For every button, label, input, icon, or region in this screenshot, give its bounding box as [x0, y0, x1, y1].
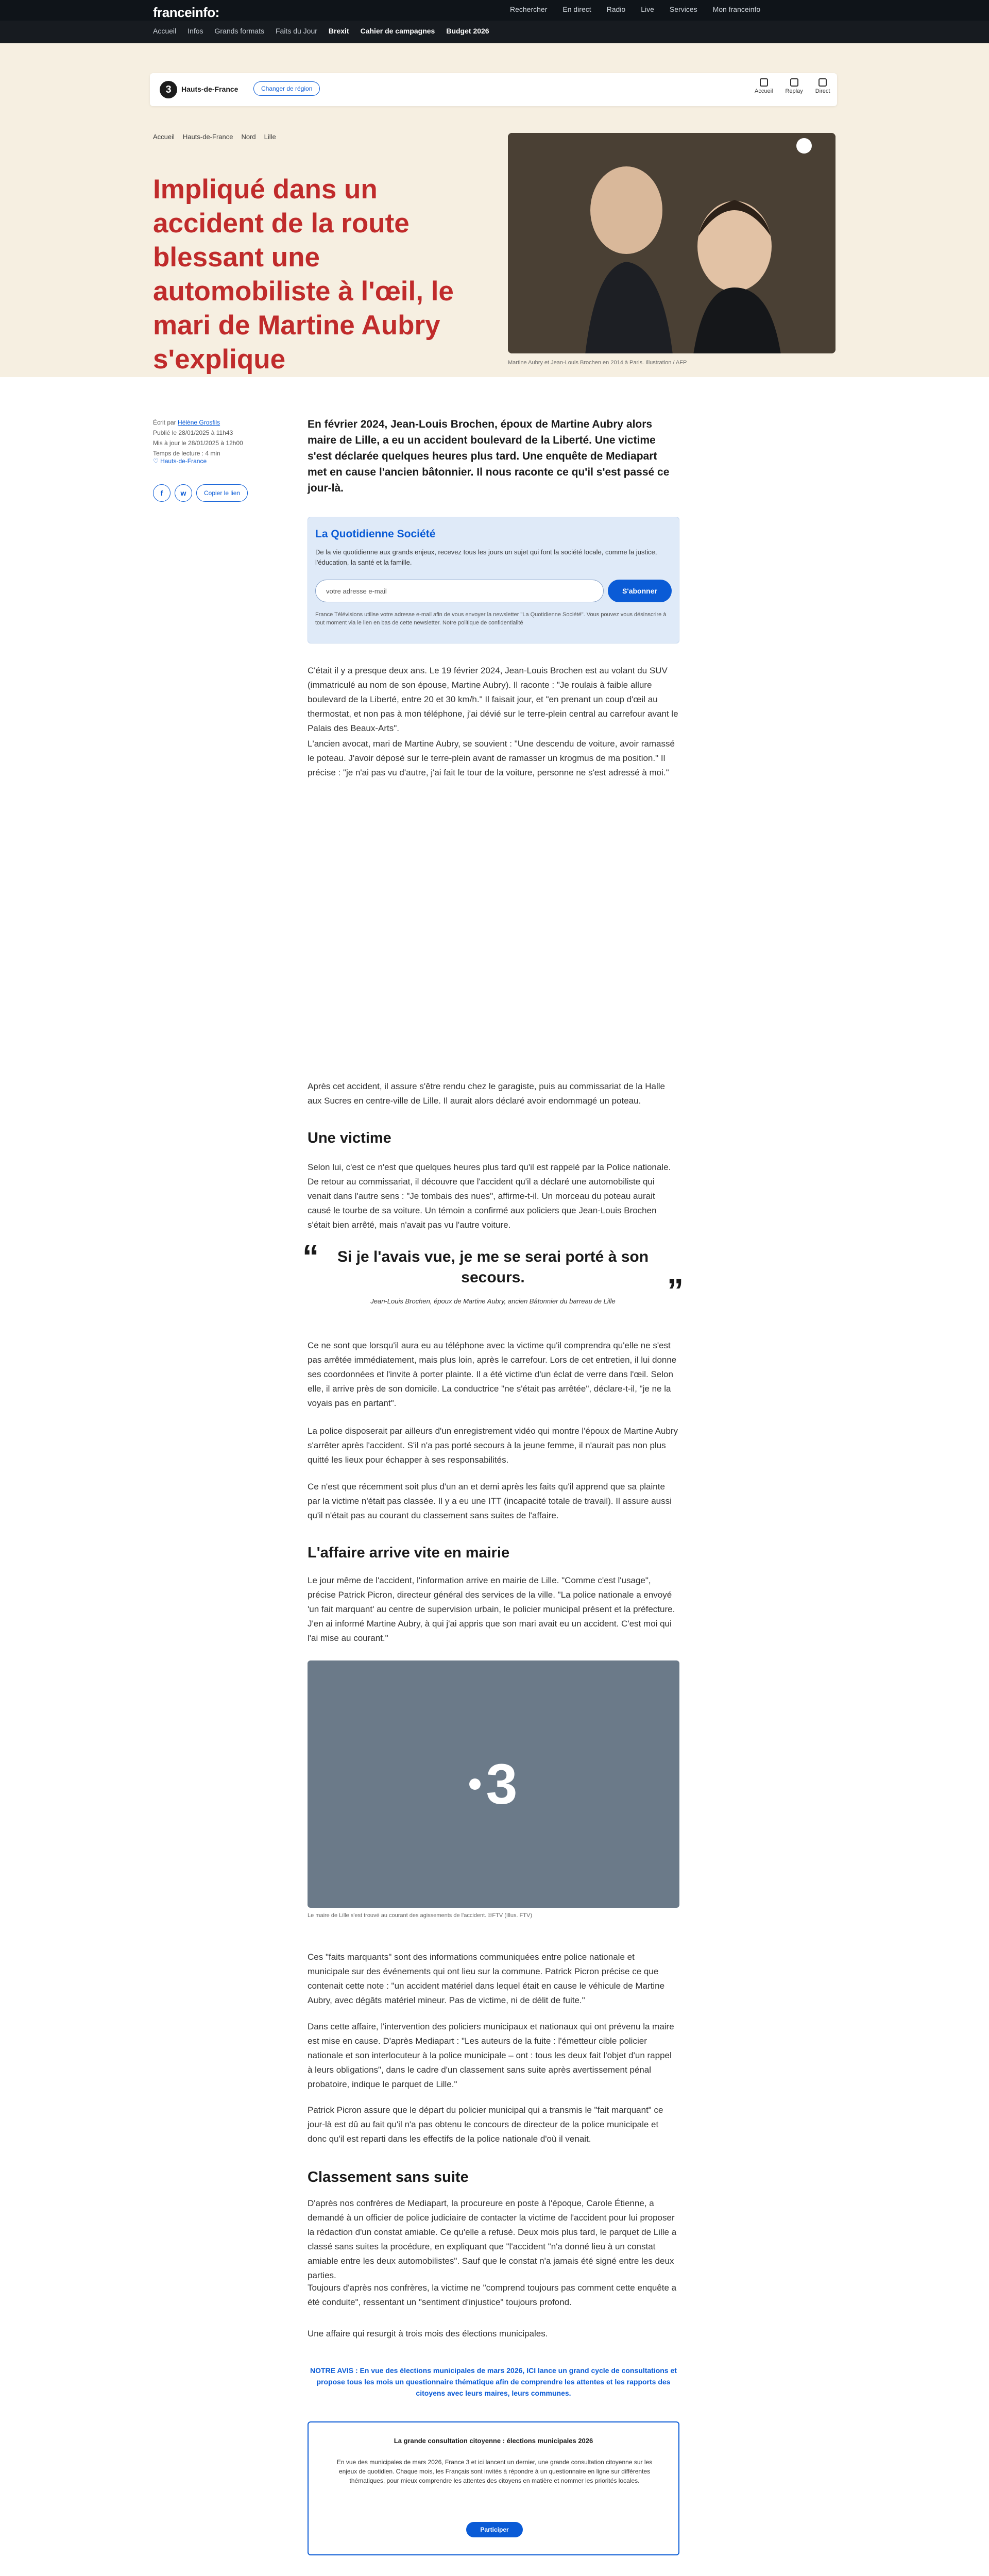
newsletter-legal: France Télévisions utilise votre adresse e-mail afin de vous envoyer la newsletter "La Quotidienne Société". Vous pouvez vous désinscrire à tout moment via le lien en bas de cette newsletter. Notre politique de confidentialité — [315, 612, 667, 626]
live-link[interactable]: En direct — [562, 5, 591, 13]
hero-photo — [508, 133, 835, 353]
paragraph: L'ancien avocat, mari de Martine Aubry, se souvient : "Une descendu de voiture, avoir ramassé le poteau. J'avoir déposé sur le terre-plein avant de ramasser un krogmus de ma position." Il précise : "je n'ai pas vu d'autre, j'ai fait le tour de la voiture, personne ne s'est adressé à moi." — [308, 739, 675, 777]
site-logo[interactable]: franceinfo: — [153, 5, 219, 20]
editor-note: NOTRE AVIS : En vue des élections municipales de mars 2026, ICI lance un grand cycle de consultations et propose tous les mois un questionnaire thématique afin de comprendre les attentes et les rapports des citoyens avec leurs maires, leurs communes. — [310, 2366, 677, 2397]
hero-caption: Martine Aubry et Jean-Louis Brochen en 2014 à Paris. Illustration / AFP — [508, 360, 687, 366]
region-replay[interactable]: Replay — [785, 78, 803, 94]
paragraph: Ce ne sont que lorsqu'il aura eu au téléphone avec la victime qu'il comprendra qu'elle ne s'est pas arrêtée immédiatement, mais plus loin, après le carrefour. Lors de cet entretien, il lui donne ses coordonnées et l'invite à porter plainte. Il a été victime d'un éclat de verre dans l'œil. Selon elle, il arrive près de son domicile. La conductrice "ne s'était pas arrêtée", déclare-t-il, "je ne la voyais pas en partant". — [308, 1341, 677, 1408]
region-icons — [755, 78, 830, 94]
facebook-icon[interactable]: f — [153, 484, 170, 502]
updated-date: Mis à jour le 28/01/2025 à 12h00 — [153, 439, 243, 447]
breadcrumb — [153, 133, 276, 141]
nav-budget[interactable]: Budget 2026 — [446, 27, 489, 35]
region-name: Hauts-de-France — [181, 85, 238, 93]
follow-region-link[interactable]: ♡ Hauts-de-France — [153, 457, 207, 465]
region-home[interactable]: Accueil — [755, 78, 773, 94]
reading-time: Temps de lecture : 4 min — [153, 450, 220, 457]
search-link[interactable]: Rechercher — [510, 5, 548, 13]
replay-icon — [790, 78, 798, 87]
section-heading: Une victime — [308, 1130, 391, 1146]
breadcrumb-department[interactable]: Nord — [241, 133, 256, 141]
region-live[interactable]: Direct — [815, 78, 830, 94]
paragraph: Ce n'est que récemment soit plus d'un an et demi après les faits qu'il apprend que sa plainte par la victime n'était pas classée. Il y a eu une ITT (incapacité totale de travail). Il assure aussi qu'il n'était pas au courant du classement sans suites de l'affaire. — [308, 1482, 672, 1520]
home-icon — [760, 78, 768, 87]
whatsapp-icon[interactable]: w — [175, 484, 192, 502]
newsletter-title: La Quotidienne Société — [315, 528, 436, 540]
paragraph: Ces "faits marquants" sont des informations communiquées entre police nationale et municipale sur des événements qui ont lieu sur la commune. Patrick Picron précise ce que contenait cette note : "un accident matériel dans lequel était en cause le véhicule de Martine Aubry, avec dégâts matériel mineur. Pas de victime, ni de délit de fuite." — [308, 1952, 665, 2005]
article-meta — [153, 417, 243, 459]
participate-button[interactable]: Participer — [466, 2522, 523, 2537]
pull-quote — [302, 1238, 684, 1309]
paragraph: Le jour même de l'accident, l'information arrive en mairie de Lille. "Comme c'est l'usage", précise Patrick Picron, directeur général des services de la ville. "La police nationale a envoyé 'un fait marquant' au centre de supervision urbain, le policier municipal présent et la préfecture. J'en ai informé Martine Aubry, à qui j'ai appris que son mari avait eu un accident. C'est moi qui l'ai mise au courant." — [308, 1575, 675, 1643]
consultation-description: En vue des municipales de mars 2026, France 3 et ici lancent un dernier, une grande consultation citoyenne sur les enjeux de quotidien. Chaque mois, les Français sont invités à répondre à un questionnaire en ligne sur différentes thématiques, pour mieux comprendre les attentes des citoyens en matière et nommer les priorités locales. — [336, 2459, 653, 2484]
sub-nav — [0, 21, 989, 43]
nav-campaigns[interactable]: Cahier de campagnes — [360, 27, 435, 35]
inline-image — [308, 1660, 679, 1908]
services-link[interactable]: Services — [669, 5, 697, 13]
region-logo[interactable]: 3 — [160, 81, 177, 98]
change-region-button[interactable]: Changer de région — [253, 81, 320, 96]
section-heading: Classement sans suite — [308, 2169, 469, 2185]
paragraph: Selon lui, c'est ce n'est que quelques heures plus tard qu'il est rappelé par la Police nationale. De retour au commissariat, il découvre que l'accident qu'il a déclaré une automobiliste qui venait dans l'autre sens : "Je tombais des nues", affirme-t-il. Un morceau du poteau aurait causé le tourbe de sa voiture. Un témoin a confirmé aux policiers que Jean-Louis Brochen s'était bien arrêté, mais n'avait pas vu l'autre voiture. — [308, 1162, 671, 1230]
paragraph: Toujours d'après nos confrères, la victime ne "comprend toujours pas comment cette enquête a été conduite", ressentant un "sentiment d'injustice" toujours profond. — [308, 2283, 677, 2307]
breadcrumb-city[interactable]: Lille — [264, 133, 276, 141]
account-link[interactable]: Mon franceinfo — [712, 5, 761, 13]
quote-text: Si je l'avais vue, je me se serai porté à son secours. — [337, 1248, 649, 1286]
close-quote-icon: ” — [667, 1272, 684, 1309]
published-date: Publié le 28/01/2025 à 11h43 — [153, 429, 233, 436]
top-bar — [0, 0, 989, 21]
newsletter-email-input[interactable]: votre adresse e-mail — [315, 580, 604, 602]
inline-image-caption: Le maire de Lille s'est trouvé au courant des agissements de l'accident. ©FTV (Illus. FTV) — [308, 1912, 532, 1919]
nav-home[interactable]: Accueil — [153, 27, 177, 35]
section-heading: L'affaire arrive vite en mairie — [308, 1545, 510, 1561]
nav-faits[interactable]: Faits du Jour — [275, 27, 317, 35]
paragraph: La police disposerait par ailleurs d'un enregistrement vidéo qui montre l'époux de Martine Aubry s'arrêter après l'accident. S'il n'a pas porté secours à la jeune femme, il n'aurait pas non plus quitté les lieux pour échapper à ses responsabilités. — [308, 1426, 678, 1465]
author-link[interactable]: Hélène Grosfils — [178, 419, 220, 426]
quote-source: Jean-Louis Brochen, époux de Martine Aubry, ancien Bâtonnier du barreau de Lille — [370, 1297, 616, 1305]
france3-logo-icon: 3 — [469, 1752, 517, 1817]
top-links — [510, 5, 760, 13]
paragraph: Une affaire qui resurgit à trois mois des élections municipales. — [308, 2329, 548, 2338]
paragraph: Après cet accident, il assure s'être rendu chez le garagiste, puis au commissariat de la Halle aux Sucres en centre-ville de Lille. Il aurait alors déclaré avoir endommagé un poteau. — [308, 1081, 665, 1106]
nav-infos[interactable]: Infos — [187, 27, 203, 35]
article-lead: En février 2024, Jean-Louis Brochen, époux de Martine Aubry alors maire de Lille, a eu un accident boulevard de la Liberté. Une victime s'est déclarée quelques heures plus tard. Une enquête de Mediapart met en cause l'ancien bâtonnier. Il nous raconte ce qu'il s'est passé ce jour-là. — [308, 418, 670, 494]
copy-link-button[interactable]: Copier le lien — [196, 484, 248, 502]
share-row — [153, 484, 248, 502]
breadcrumb-home[interactable]: Accueil — [153, 133, 175, 141]
breadcrumb-region[interactable]: Hauts-de-France — [182, 133, 233, 141]
region-bar — [150, 73, 837, 106]
live-tv-link[interactable]: Live — [641, 5, 654, 13]
radio-link[interactable]: Radio — [606, 5, 626, 13]
consultation-title: La grande consultation citoyenne : élections municipales 2026 — [394, 2437, 593, 2445]
nav-formats[interactable]: Grands formats — [214, 27, 264, 35]
paragraph: D'après nos confrères de Mediapart, la procureure en poste à l'époque, Carole Étienne, a demandé à un officier de police judiciaire de contacter la victime de l'accident pour lui proposer la rédaction d'un constat amiable. Ce qu'elle a refusé. Deux mois plus tard, le parquet de Lille a classé sans suites la procédure, en expliquant que "l'accident "n'a donné lieu à un constat amiable entre les deux automobilistes". Sauf que le constat n'a jamais été signé entre les deux parties. — [308, 2198, 677, 2280]
author-line: Écrit par Hélène Grosfils — [153, 419, 220, 426]
newsletter-subscribe-button[interactable]: S'abonner — [608, 580, 672, 602]
paragraph: Dans cette affaire, l'intervention des policiers municipaux et nationaux qui ont prévenu la maire est mise en cause. D'après Mediapart : "Les auteurs de la fuite : l'émetteur cible policier nationale et son interlocuteur à la police municipale – ont : tous les deux fait l'objet d'un rappel à leurs obligations", dans le cadre d'un classement sans suite après avertissement pénal probatoire, indique le parquet de Lille." — [308, 2022, 674, 2089]
paragraph: C'était il y a presque deux ans. Le 19 février 2024, Jean-Louis Brochen est au volant du SUV (immatriculé au nom de son épouse, Martine Aubry). Il raconte : "Je roulais à faible allure boulevard de la Liberté, entre 20 et 30 km/h." Il faisait jour, et "en prenant un coup d'œil au thermostat, et non pas à mon téléphone, j'ai dévié sur le terre-plein central au carrefour avant le Palais des Beaux-Arts". — [308, 666, 678, 733]
newsletter-description: De la vie quotidienne aux grands enjeux, recevez tous les jours un sujet qui font la société locale, comme la justice, l'éducation, la santé et la famille. — [315, 548, 657, 566]
page-title: Impliqué dans un accident de la route blessant une automobiliste à l'œil, le mari de Martine Aubry s'explique — [153, 174, 454, 375]
hero-image — [508, 133, 835, 353]
live-icon — [819, 78, 827, 87]
paragraph: Patrick Picron assure que le départ du policier municipal qui a transmis le "fait marquant" ce jour-là est dû au fait qu'il n'a pas obtenu le concours de directeur de la police municipale et donc qu'il est reparti dans les effectifs de la police nationale d'où il venait. — [308, 2105, 663, 2144]
nav-brexit[interactable]: Brexit — [328, 27, 349, 35]
ad-space — [308, 835, 679, 1030]
sub-nav-items — [153, 27, 489, 35]
open-quote-icon: “ — [302, 1238, 319, 1275]
